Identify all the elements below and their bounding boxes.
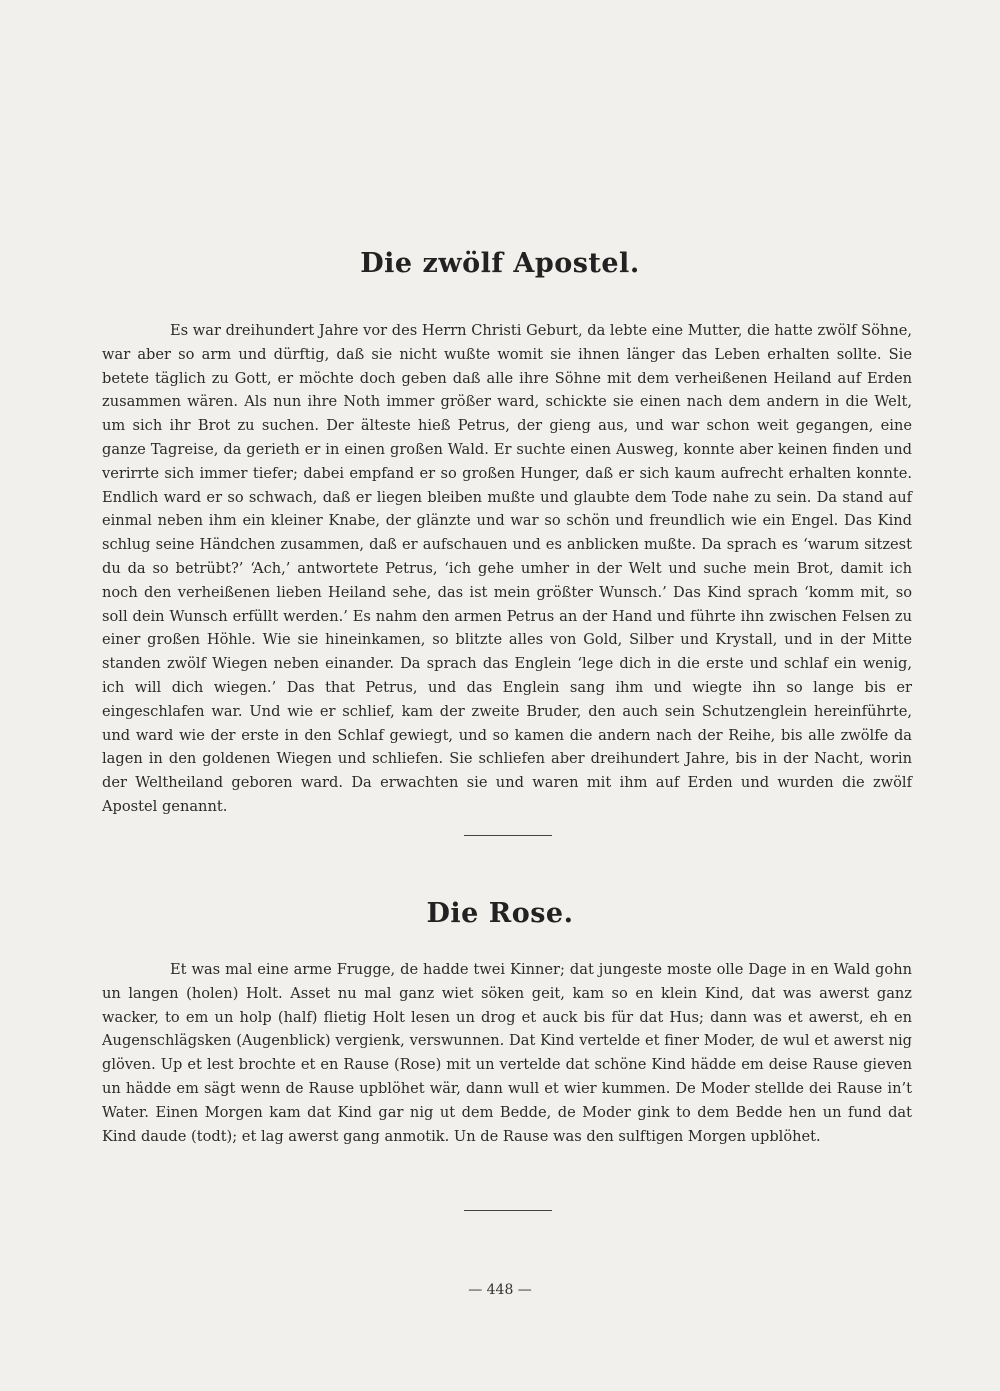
page-number: — 448 —	[468, 1282, 532, 1298]
story-title-twelve-apostles: Die zwölf Apostel.	[360, 248, 640, 279]
story-title-rose: Die Rose.	[426, 898, 574, 929]
story-text-rose: Et was mal eine arme Frugge, de hadde twei Kinner; dat jungeste moste olle Dage in en Wald gohn un langen (holen) Holt. Asset nu mal ganz wiet söken geit, kam so en klein Kind, dat was awerst ganz wacker, to em un holp (half) flietig Holt lesen un drog et auck bis für dat Hus; dann was et awerst, eh en Augenschlägsken (Augenblick) vergienk, verswunnen. Dat Kind vertelde et finer Moder, de wul et awerst nig glöven. Up et lest brochte et en Rause (Rose) mit un vertelde dat schöne Kind hädde em deise Rause gieven un hädde em sägt wenn de Rause upblöhet wär, dann wull et wier kummen. De Moder stellde dei Rause in’t Water. Einen Morgen kam dat Kind gar nig ut dem Bedde, de Moder gink to dem Bedde hen un fund dat Kind daude (todt); et lag awerst gang anmotik. Un de Rause was den sulftigen Morgen upblöhet.	[102, 961, 912, 1145]
story-text-twelve-apostles: Es war dreihundert Jahre vor des Herrn Christi Geburt, da lebte eine Mutter, die hatte zwölf Söhne, war aber so arm und dürftig, daß sie nicht wußte womit sie ihnen länger das Leben erhalten sollte. Sie betete täglich zu Gott, er möchte doch geben daß alle ihre Söhne mit dem verheißenen Heiland auf Erden zusammen wären. Als nun ihre Noth immer größer ward, schickte sie einen nach dem andern in die Welt, um sich ihr Brot zu suchen. Der älteste hieß Petrus, der gieng aus, und war schon weit gegangen, eine ganze Tagreise, da gerieth er in einen großen Wald. Er suchte einen Ausweg, konnte aber keinen finden und verirrte sich immer tiefer; dabei empfand er so großen Hunger, daß er sich kaum aufrecht erhalten konnte. Endlich ward er so schwach, daß er liegen bleiben mußte und glaubte dem Tode nahe zu sein. Da stand auf einmal neben ihm ein kleiner Knabe, der glänzte und war so schön und freundlich wie ein Engel. Das Kind schlug seine Händchen zusammen, daß er aufschauen und es anblicken mußte. Da sprach es ‘warum sitzest du da so betrübt?’ ‘Ach,’ antwortete Petrus, ‘ich gehe umher in der Welt und suche mein Brot, damit ich noch den verheißenen lieben Heiland sehe, das ist mein größter Wunsch.’ Das Kind sprach ‘komm mit, so soll dein Wunsch erfüllt werden.’ Es nahm den armen Petrus an der Hand und führte ihn zwischen Felsen zu einer großen Höhle. Wie sie hineinkamen, so blitzte alles von Gold, Silber und Krystall, und in der Mitte standen zwölf Wiegen neben einander. Da sprach das Englein ‘lege dich in die erste und schlaf ein wenig, ich will dich wiegen.’ Das that Petrus, und das Englein sang ihm und wiegte ihn so lange bis er eingeschlafen war. Und wie er schlief, kam der zweite Bruder, den auch sein Schutzenglein hereinführte, und ward wie der erste in den Schlaf gewiegt, und so kamen die andern nach der Reihe, bis alle zwölfe da lagen in den goldenen Wiegen und schliefen. Sie schliefen aber dreihundert Jahre, bis in der Nacht, worin der Weltheiland geboren ward. Da erwachten sie und waren mit ihm auf Erden und wurden die zwölf Apostel genannt.	[102, 322, 912, 815]
section-divider	[464, 1210, 552, 1211]
section-divider	[464, 835, 552, 836]
